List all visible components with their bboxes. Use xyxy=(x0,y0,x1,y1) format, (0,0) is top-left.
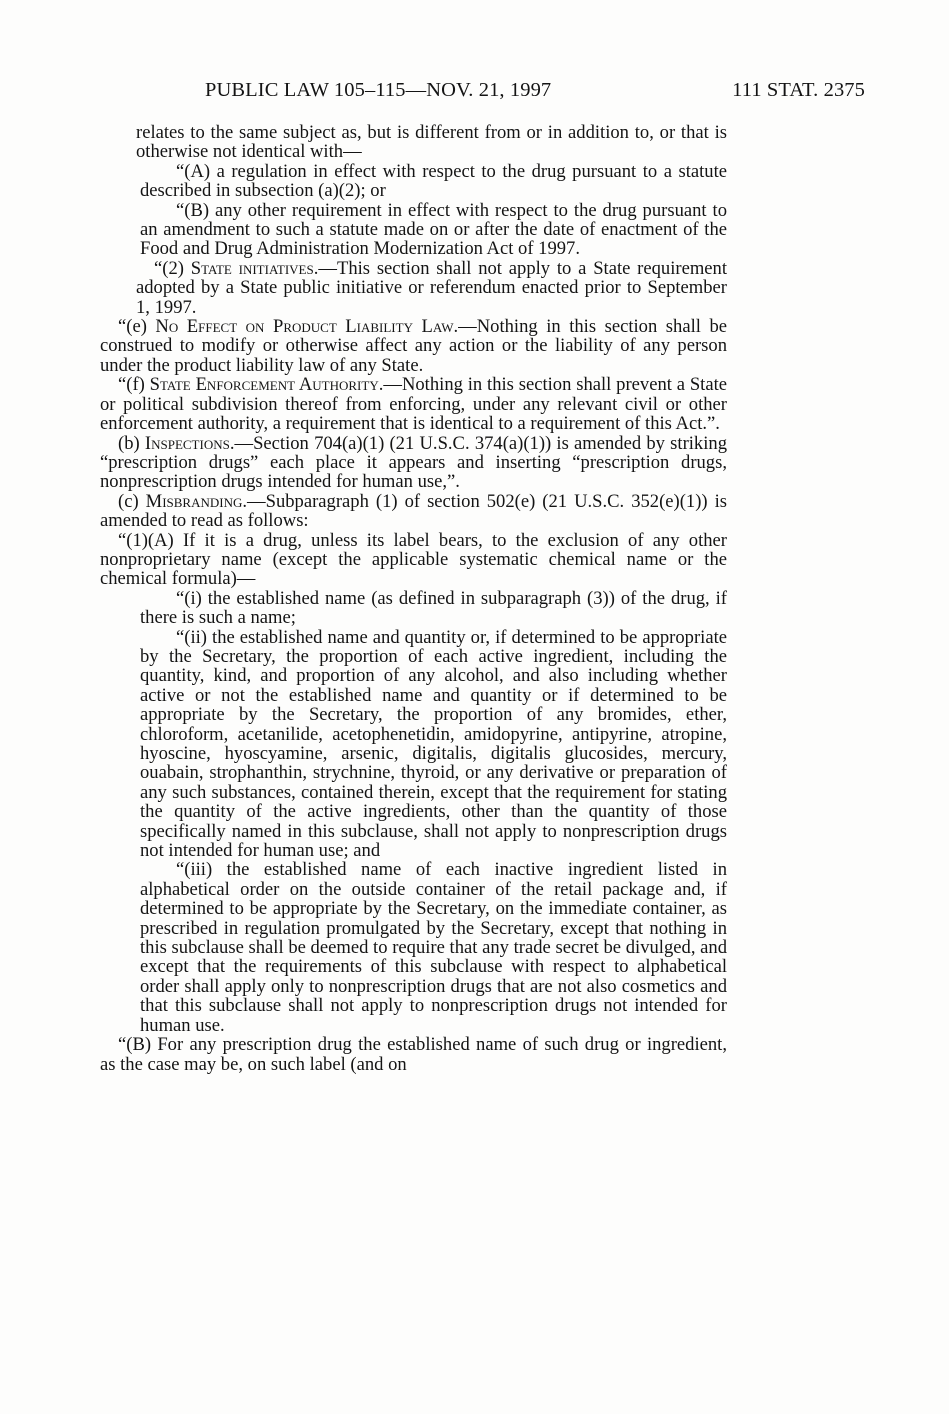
paragraph-b-prescription: “(B) For any prescription drug the established name of such drug or ingredient, as the case may be, on such label (and on xyxy=(100,1034,727,1075)
paragraph-inspections xyxy=(100,434,727,492)
paragraph-1a: “(1)(A) If it is a drug, unless its label bears, to the exclusion of any other nonproprietary name (except the applicable systematic chemical name or the chemical formula)— xyxy=(100,529,727,590)
paragraph-state-initiatives xyxy=(100,259,727,317)
paragraph-clause-i: “(i) the established name (as defined in subparagraph (3)) of the drug, if there is such a name; xyxy=(140,587,727,629)
header-stat-page: 111 STAT. 2375 xyxy=(732,79,865,101)
paragraph-lead: (b) xyxy=(118,432,140,454)
section-heading: Inspections xyxy=(144,432,230,454)
paragraph-misbranding xyxy=(100,492,727,531)
section-heading: State initiatives xyxy=(190,257,314,279)
paragraph-no-effect xyxy=(100,317,727,375)
paragraph-text: .—Subparagraph (1) of section 502(e) (21 U.S.C. 352(e)(1)) is amended to read as follows: xyxy=(100,490,727,532)
running-header xyxy=(205,76,865,104)
paragraph-text: .—Nothing in this section shall prevent a State or political subdivision thereof from enforcing, under any relevant civil or other enforcement authority, a requirement that is identical to a requirement of this Act.”. xyxy=(100,374,727,435)
paragraph-text: .—This section shall not apply to a State requirement adopted by a State public initiative or referendum enacted prior to September 1, 1997. xyxy=(136,257,728,318)
paragraph-lead: “(f) xyxy=(118,374,145,396)
section-heading: Misbranding xyxy=(145,490,243,512)
paragraph-lead: (c) xyxy=(118,490,139,512)
paragraph-subparagraph-b: “(B) any other requirement in effect with respect to the drug pursuant to an amendment to such a statute made on or after the date of enactment of the Food and Drug Administration Modernization Act of 1997. xyxy=(140,199,727,260)
paragraph-lead: “(e) xyxy=(118,316,147,338)
paragraph-subparagraph-a: “(A) a regulation in effect with respect to the drug pursuant to a statute described in subsection (a)(2); or xyxy=(140,160,727,202)
document-body xyxy=(100,123,727,1074)
paragraph-clause-ii: “(ii) the established name and quantity or, if determined to be appropriate by the Secretary, the proportion of each active ingredient, including the quantity, kind, and proportion of any alcohol, and also including whether active or not the established name and quantity or if determined to be appropriate by the Secretary, the proportion of any bromides, ether, chloroform, acetanilide, acetophenetidin, amidopyrine, antipyrine, atropine, hyoscine, hyoscyamine, arsenic, digitalis, digitalis glucosides, mercury, ouabain, strophanthin, strychnine, thyroid, or any derivative or preparation of any such substances, contained therein, except that the requirement for stating the quantity of the active ingredients, other than the quantity of those specifically named in this subclause, shall not apply to nonprescription drugs not intended for human use; and xyxy=(140,626,727,862)
section-heading: State Enforcement Authority xyxy=(149,374,379,396)
header-law-citation: PUBLIC LAW 105–115—NOV. 21, 1997 xyxy=(205,79,552,101)
paragraph-state-enforcement xyxy=(100,375,727,433)
paragraph-lead: “(2) xyxy=(154,257,184,279)
paragraph-clause-iii: “(iii) the established name of each inactive ingredient listed in alphabetical order on the outside container of the retail package and, if determined to be appropriate by the Secretary, on the immediate container, as prescribed in regulation promulgated by the Secretary, except that nothing in this subclause shall be deemed to require that any trade secret be divulged, and except that the requirements of this subclause with respect to alphabetical order shall apply only to nonprescription drugs that are not also cosmetics and that this subclause shall not apply to nonprescription drugs not intended for human use. xyxy=(140,859,727,1036)
paragraph-text: .—Nothing in this section shall be construed to modify or otherwise affect any action or the liability of any person under the product liability law of any State. xyxy=(100,316,727,376)
paragraph-continuation: relates to the same subject as, but is different from or in addition to, or that is otherwise not identical with— xyxy=(136,122,727,163)
section-heading: No Effect on Product Liability Law xyxy=(155,316,454,338)
paragraph-text: .—Section 704(a)(1) (21 U.S.C. 374(a)(1)) is amended by striking “prescription drugs” each place it appears and inserting “prescription drugs, nonprescription drugs intended for human use,”. xyxy=(100,432,727,493)
